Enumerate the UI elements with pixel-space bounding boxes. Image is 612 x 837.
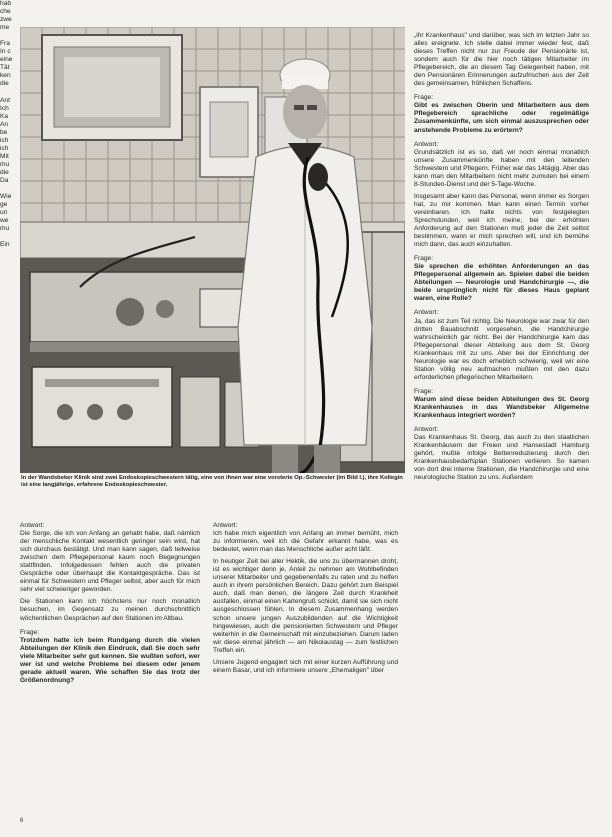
edge-line-fragment: Ka [0, 112, 9, 120]
edge-line-fragment: hab [0, 0, 12, 7]
edge-line-fragment: ge [0, 201, 8, 209]
edge-line-fragment: Ant [0, 96, 10, 104]
edge-line-fragment: Fra [0, 40, 10, 48]
answer-label: Antwort: [213, 522, 238, 529]
answer-paragraph: In heutiger Zeit bei aller Hektik, die uns zu übermannen droht, ist es wichtiger denn je, Anteil zu nehmen am Wohlbefinden unserer Mitarbeiter und gegebenenfalls zu raten und zu helfen auch in ihrem persönlichen Bereich. Dazu gehört zum Beispiel auch, daß man denen, die längere Zeit durch Krankheit ausfallen, einmal einen Kartengruß schickt, damit sie sich nicht ausgeschlossen fühlen. In diesem Zusammenhang werden schon unsere jungen Auszubildenden auf die Wichtigkeit hingewiesen, auch die pensionierten Schwestern und Pfleger weiterhin in die Gemeinschaft mit einzubeziehen. Darum laden wir diese einmal jährlich — am Nikolaustag — zum festlichen Treffen ein. [213, 558, 398, 654]
question-text: Warum sind diese beiden Abteilungen des St. Georg Krankenhauses in das Wandsbeker Allgemeine Krankenhaus integriert worden? [414, 395, 589, 420]
edge-line-fragment: Ich [0, 104, 9, 112]
answer-paragraph: Grundsätzlich ist es so, daß wir noch einmal monatlich unsere Zusammenkünfte haben mit den leitenden Schwestern und Pflegern. Früher war das 14tägig. Aber das kann man den Mitarbeitern nicht mehr zumuten bei einem 8-Stunden-Dienst und der 5-Tage-Woche. [414, 148, 589, 188]
answer-label: Antwort: [414, 309, 439, 317]
answer-paragraph: Insgesamt aber kann das Personal, wenn immer es Sorgen hat, zu mir kommen. Man kann einen Termin vorher vereinbaren. Ich halte nichts von festgelegten Sprechstunden, weil ich meine, bei der erhöhten Anforderung auf den Stationen muß jeder die Zeit selbst bestimmen, wann er mich sprechen will, und ich bemühe mich dann, das auch einzuhalten. [414, 192, 589, 249]
photo-illustration [20, 27, 405, 473]
edge-line-fragment [0, 233, 18, 241]
edge-line-fragment: Mit [0, 152, 9, 160]
edge-line-fragment: ich [0, 144, 9, 152]
edge-line-fragment: mu [0, 225, 10, 233]
answer-label: Antwort: [414, 426, 439, 434]
answer-paragraph: Unsere Jugend engagiert sich mit einer kurzen Aufführung und einem Basar, und ich informiere unsere „Ehemaligen" über [213, 658, 398, 674]
edge-line-fragment: eine [0, 56, 13, 64]
text-column-right [414, 32, 589, 486]
edge-line-fragment: me [0, 24, 10, 32]
edge-line-fragment: Ein [0, 241, 10, 249]
answer-paragraph: Ja, das ist zum Teil richtig. Die Neurologie war zwar für den dritten Bauabschnitt vorgesehen, die Handchirurgie wahrscheinlich gar nicht. Bei der Handchirurgie kam das Pflegepersonal dieser Abteilung aus dem St. Georg Krankenhaus mit zu uns. Aber bei der Einrichtung der Neurologie war es doch erheblich schwierig, weil wir eine Station völlig neu aufmachen mußten mit den dazu erforderlichen pflegerischen Mitarbeitern. [414, 317, 589, 381]
edge-line-fragment: we [0, 217, 9, 225]
edge-line-fragment: ich [0, 136, 9, 144]
text-column-middle [213, 522, 398, 679]
question-text: Trotzdem hatte ich beim Rundgang durch die vielen Abteilungen der Klinik den Eindruck, daß Sie doch sehr viele Mitarbeiter sehr gut kennen. Sie wußten sofort, wer wer ist und welche Probleme bei diesem oder jenem gerade aktuell waren. Wie schaffen Sie das trotz der Größenordnung? [20, 636, 200, 684]
endoscopy-nurse-photo [20, 27, 405, 473]
question-label: Frage: [414, 387, 434, 395]
edge-line-fragment: un [0, 209, 8, 217]
edge-line-fragment: die [0, 80, 9, 88]
edge-line-fragment [0, 185, 18, 193]
edge-line-fragment [0, 89, 18, 97]
answer-label: Antwort: [20, 522, 45, 529]
question-label: Frage: [414, 94, 434, 102]
next-page-edge-column [0, 0, 18, 249]
edge-line-fragment: Wie [0, 193, 12, 201]
edge-line-fragment: Da [0, 177, 9, 185]
question-label: Frage: [20, 628, 40, 636]
page-number: 6 [20, 818, 24, 824]
edge-line-fragment: die [0, 168, 9, 176]
text-column-left [20, 522, 200, 689]
question-text: Gibt es zwischen Oberin und Mitarbeitern aus dem Pflegebereich sprachliche oder regelmäßige Zusammenkünfte, um sich einmal auszusprechen oder anstehende Probleme zu erörtern? [414, 102, 589, 134]
question-label: Frage: [414, 255, 434, 263]
photo-caption: In der Wandsbeker Klinik sind zwei Endoskopieschwestern tätig, eine von ihnen war eine vorsterte Op.-Schwester (im Bild l.), ihre Kollegin ist eine langjährige, erfahrene Endoskopieschwester. [21, 475, 403, 489]
answer-paragraph: „ihr Krankenhaus" und darüber, was sich im letzten Jahr so alles ereignete. Ich stelle dabei immer wieder fest, daß dieses Treffen nicht nur zur Freude der Pensionärte ist, sondern auch für die hier noch tätigen Mitarbeiter im Pflegebereich, die an diesem Tag Gelegenheit haben, mit den Pensionären Erinnerungen aufzufrischen aus der Zeit des gemeinsamen, fröhlichen Schaffens. [414, 32, 589, 88]
edge-line-fragment: mu [0, 160, 10, 168]
edge-line-fragment [0, 32, 18, 40]
edge-line-fragment: Tät [0, 64, 10, 72]
edge-line-fragment: ken [0, 72, 11, 80]
edge-line-fragment: In c [0, 48, 11, 56]
answer-paragraph: Das Krankenhaus St. Georg, das auch zu den staatlichen Krankenhäusern der Freien und Hansestadt Hamburg gehört, mußte infolge Bettenreduzierung durch den Krankenhausbedarfsplan Stationen verlieren. So kamen von dort drei interne Stationen, die Handchirurgie und eine neurologische Station zu uns. Außerdem [414, 434, 589, 482]
question-text: Sie sprechen die erhöhten Anforderungen an das Pflegepersonal allgemein an. Spielen dabei die beiden Abteilungen — Neurologie und Handchirurgie —, die beide ursprünglich nicht für dieses Haus geplant waren, eine Rolle? [414, 263, 589, 303]
answer-label: Antwort: [414, 140, 439, 148]
answer-paragraph: Ich habe mich eigentlich von Anfang an immer bemüht, mich zu informieren, weil ich die Gefahr erkannt habe, was es bedeutet, wenn man das Menschliche außer acht läßt. [213, 530, 398, 554]
edge-line-fragment: An [0, 120, 9, 128]
answer-paragraph: Die Stationen kann ich höchstens nur noch monatlich besuchen, im Gegensatz zu meinen durchschnittlich wöchentlichen Gesprächen auf den Stationen im Altbau. [20, 598, 200, 622]
edge-line-fragment: che [0, 8, 11, 16]
answer-paragraph: Die Sorge, die ich von Anfang an gehabt habe, daß nämlich der menschliche Kontakt wesentlich geringer sein wird, hat sich durchaus bestätigt. Und man kann sagen, daß teilweise zwischen dem Pflegepersonal kaum noch Begegnungen stattfinden. Infolgedessen fehlen auch die privaten Gespräche oder überhaupt die Kontaktgespräche. Das ist einmal für Schwestern und Pfleger selbst, aber auch für mich sehr viel schwieriger geworden. [20, 530, 200, 594]
edge-line-fragment: be [0, 128, 8, 136]
edge-line-fragment: zwe [0, 16, 12, 24]
